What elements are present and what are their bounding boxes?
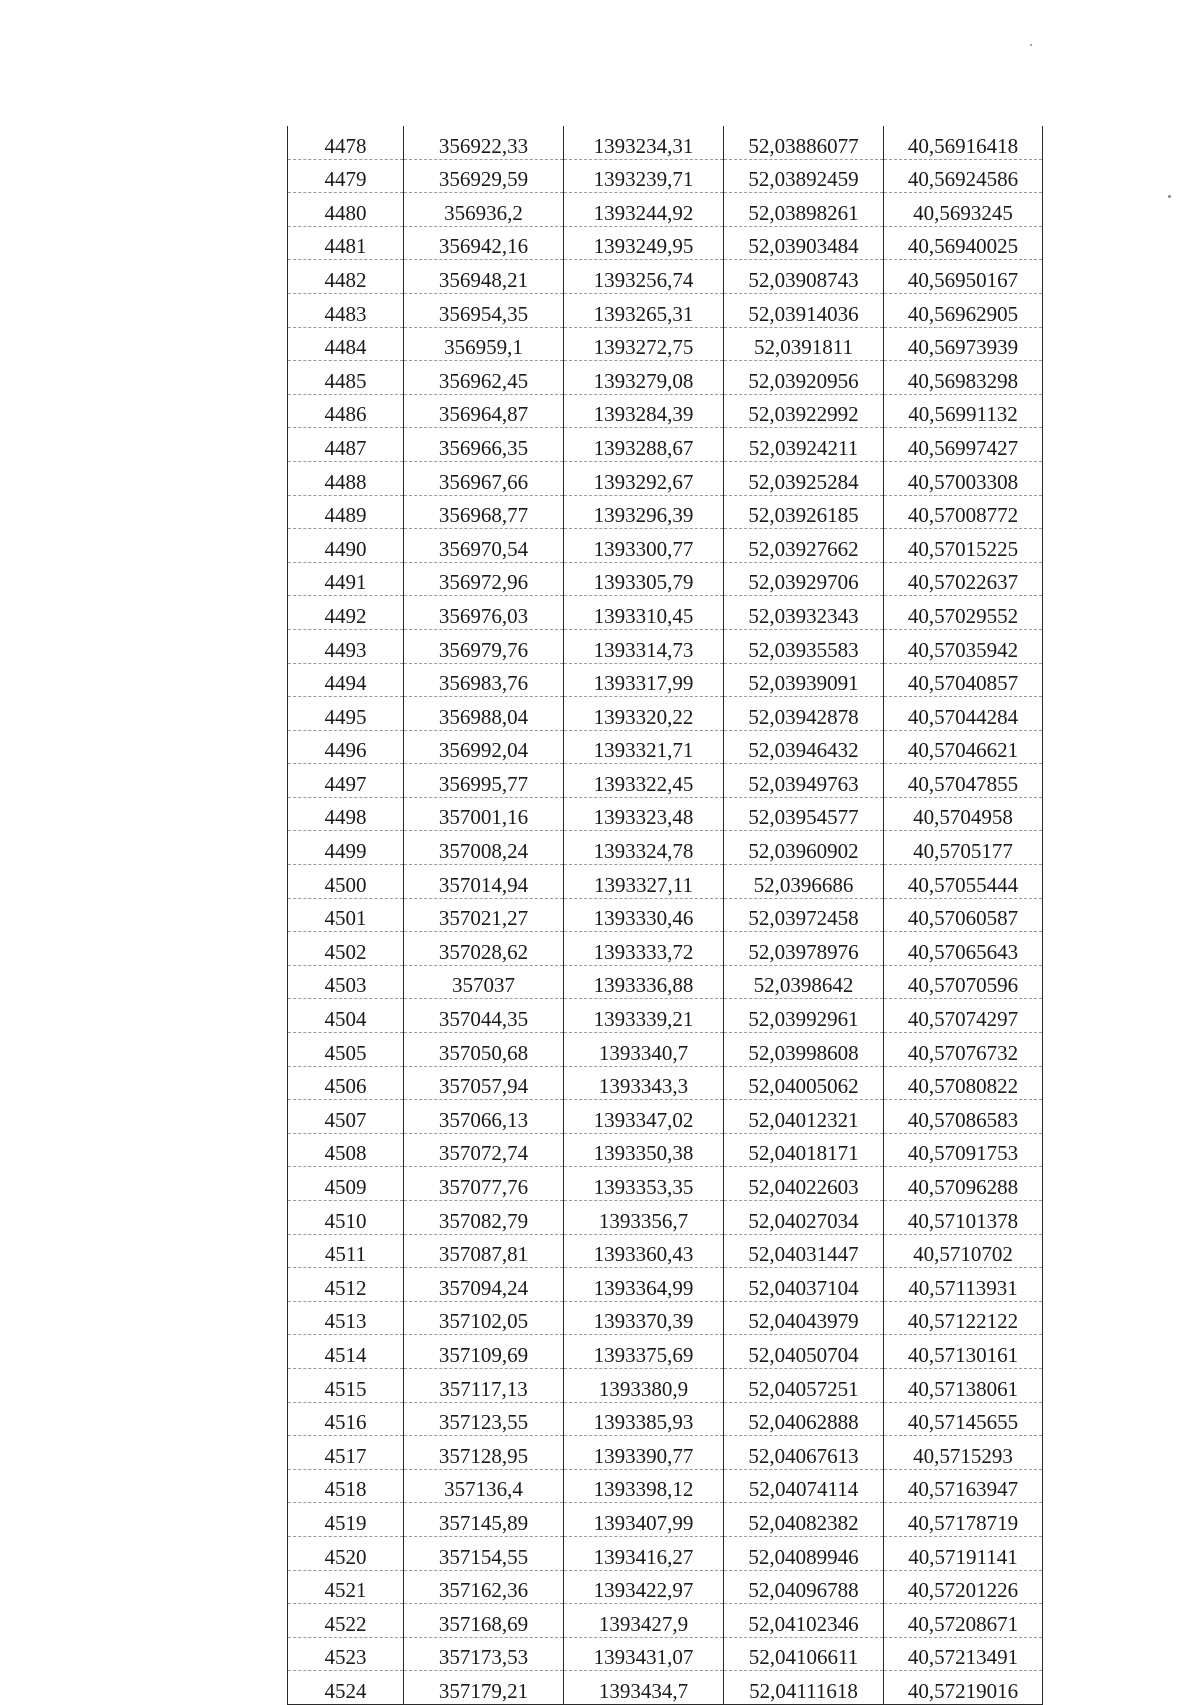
longitude-cell: 40,57191141	[884, 1536, 1043, 1570]
longitude-cell: 40,57047855	[884, 764, 1043, 798]
latitude-cell: 52,04037104	[724, 1268, 884, 1302]
longitude-cell: 40,57008772	[884, 495, 1043, 529]
longitude-cell: 40,56916418	[884, 126, 1043, 159]
point-number-cell: 4509	[288, 1167, 404, 1201]
latitude-cell: 52,03942878	[724, 697, 884, 731]
point-number-cell: 4502	[288, 932, 404, 966]
y-coordinate-cell: 1393427,9	[564, 1604, 724, 1638]
table-row	[288, 965, 1043, 999]
latitude-cell: 52,03978976	[724, 932, 884, 966]
y-coordinate-cell: 1393284,39	[564, 394, 724, 428]
table-row	[288, 1436, 1043, 1470]
y-coordinate-cell: 1393416,27	[564, 1536, 724, 1570]
table-row	[288, 461, 1043, 495]
y-coordinate-cell: 1393272,75	[564, 327, 724, 361]
latitude-cell: 52,04050704	[724, 1335, 884, 1369]
table-row	[288, 1469, 1043, 1503]
table-row	[288, 797, 1043, 831]
point-number-cell: 4516	[288, 1402, 404, 1436]
longitude-cell: 40,57213491	[884, 1637, 1043, 1671]
latitude-cell: 52,03886077	[724, 126, 884, 159]
longitude-cell: 40,5715293	[884, 1436, 1043, 1470]
x-coordinate-cell: 356966,35	[404, 428, 564, 462]
longitude-cell: 40,57096288	[884, 1167, 1043, 1201]
y-coordinate-cell: 1393330,46	[564, 898, 724, 932]
x-coordinate-cell: 357179,21	[404, 1671, 564, 1705]
longitude-cell: 40,57113931	[884, 1268, 1043, 1302]
longitude-cell: 40,57130161	[884, 1335, 1043, 1369]
longitude-cell: 40,56940025	[884, 226, 1043, 260]
y-coordinate-cell: 1393356,7	[564, 1201, 724, 1235]
table-row	[288, 898, 1043, 932]
x-coordinate-cell: 357154,55	[404, 1536, 564, 1570]
latitude-cell: 52,03920956	[724, 361, 884, 395]
x-coordinate-cell: 357168,69	[404, 1604, 564, 1638]
x-coordinate-cell: 357162,36	[404, 1570, 564, 1604]
x-coordinate-cell: 357094,24	[404, 1268, 564, 1302]
latitude-cell: 52,03949763	[724, 764, 884, 798]
point-number-cell: 4490	[288, 529, 404, 563]
table-row	[288, 1570, 1043, 1604]
table-row	[288, 730, 1043, 764]
longitude-cell: 40,5705177	[884, 831, 1043, 865]
point-number-cell: 4510	[288, 1201, 404, 1235]
y-coordinate-cell: 1393398,12	[564, 1469, 724, 1503]
latitude-cell: 52,03998608	[724, 1033, 884, 1067]
longitude-cell: 40,57122122	[884, 1301, 1043, 1335]
y-coordinate-cell: 1393249,95	[564, 226, 724, 260]
x-coordinate-cell: 357008,24	[404, 831, 564, 865]
x-coordinate-cell: 357145,89	[404, 1503, 564, 1537]
y-coordinate-cell: 1393322,45	[564, 764, 724, 798]
x-coordinate-cell: 357037	[404, 965, 564, 999]
point-number-cell: 4515	[288, 1368, 404, 1402]
longitude-cell: 40,57046621	[884, 730, 1043, 764]
latitude-cell: 52,03925284	[724, 461, 884, 495]
table-row	[288, 1335, 1043, 1369]
x-coordinate-cell: 356942,16	[404, 226, 564, 260]
latitude-cell: 52,04005062	[724, 1066, 884, 1100]
longitude-cell: 40,57035942	[884, 629, 1043, 663]
x-coordinate-cell: 357102,05	[404, 1301, 564, 1335]
x-coordinate-cell: 356954,35	[404, 293, 564, 327]
point-number-cell: 4497	[288, 764, 404, 798]
x-coordinate-cell: 356979,76	[404, 629, 564, 663]
table-row	[288, 1167, 1043, 1201]
point-number-cell: 4484	[288, 327, 404, 361]
point-number-cell: 4519	[288, 1503, 404, 1537]
x-coordinate-cell: 356970,54	[404, 529, 564, 563]
point-number-cell: 4499	[288, 831, 404, 865]
x-coordinate-cell: 356983,76	[404, 663, 564, 697]
y-coordinate-cell: 1393407,99	[564, 1503, 724, 1537]
y-coordinate-cell: 1393343,3	[564, 1066, 724, 1100]
point-number-cell: 4492	[288, 596, 404, 630]
x-coordinate-cell: 356922,33	[404, 126, 564, 159]
y-coordinate-cell: 1393324,78	[564, 831, 724, 865]
point-number-cell: 4485	[288, 361, 404, 395]
longitude-cell: 40,57145655	[884, 1402, 1043, 1436]
point-number-cell: 4505	[288, 1033, 404, 1067]
y-coordinate-cell: 1393321,71	[564, 730, 724, 764]
scan-speck	[1030, 44, 1032, 46]
y-coordinate-cell: 1393364,99	[564, 1268, 724, 1302]
y-coordinate-cell: 1393288,67	[564, 428, 724, 462]
latitude-cell: 52,04022603	[724, 1167, 884, 1201]
longitude-cell: 40,57101378	[884, 1201, 1043, 1235]
longitude-cell: 40,57040857	[884, 663, 1043, 697]
x-coordinate-cell: 356976,03	[404, 596, 564, 630]
x-coordinate-cell: 357001,16	[404, 797, 564, 831]
table-row	[288, 428, 1043, 462]
longitude-cell: 40,57178719	[884, 1503, 1043, 1537]
latitude-cell: 52,04096788	[724, 1570, 884, 1604]
y-coordinate-cell: 1393434,7	[564, 1671, 724, 1705]
table-row	[288, 999, 1043, 1033]
longitude-cell: 40,57055444	[884, 865, 1043, 899]
point-number-cell: 4478	[288, 126, 404, 159]
y-coordinate-cell: 1393320,22	[564, 697, 724, 731]
latitude-cell: 52,0398642	[724, 965, 884, 999]
latitude-cell: 52,03929706	[724, 562, 884, 596]
y-coordinate-cell: 1393360,43	[564, 1234, 724, 1268]
longitude-cell: 40,57208671	[884, 1604, 1043, 1638]
latitude-cell: 52,03903484	[724, 226, 884, 260]
point-number-cell: 4495	[288, 697, 404, 731]
point-number-cell: 4500	[288, 865, 404, 899]
table-row	[288, 932, 1043, 966]
point-number-cell: 4513	[288, 1301, 404, 1335]
point-number-cell: 4507	[288, 1100, 404, 1134]
y-coordinate-cell: 1393323,48	[564, 797, 724, 831]
y-coordinate-cell: 1393279,08	[564, 361, 724, 395]
x-coordinate-cell: 356968,77	[404, 495, 564, 529]
point-number-cell: 4523	[288, 1637, 404, 1671]
table-row	[288, 1503, 1043, 1537]
longitude-cell: 40,57138061	[884, 1368, 1043, 1402]
latitude-cell: 52,04031447	[724, 1234, 884, 1268]
x-coordinate-cell: 357117,13	[404, 1368, 564, 1402]
y-coordinate-cell: 1393327,11	[564, 865, 724, 899]
x-coordinate-cell: 357136,4	[404, 1469, 564, 1503]
y-coordinate-cell: 1393431,07	[564, 1637, 724, 1671]
table-row	[288, 226, 1043, 260]
latitude-cell: 52,03922992	[724, 394, 884, 428]
x-coordinate-cell: 357128,95	[404, 1436, 564, 1470]
point-number-cell: 4524	[288, 1671, 404, 1705]
table-row	[288, 764, 1043, 798]
longitude-cell: 40,57070596	[884, 965, 1043, 999]
table-row	[288, 394, 1043, 428]
x-coordinate-cell: 356967,66	[404, 461, 564, 495]
y-coordinate-cell: 1393370,39	[564, 1301, 724, 1335]
y-coordinate-cell: 1393234,31	[564, 126, 724, 159]
x-coordinate-cell: 356995,77	[404, 764, 564, 798]
x-coordinate-cell: 357057,94	[404, 1066, 564, 1100]
latitude-cell: 52,04027034	[724, 1201, 884, 1235]
latitude-cell: 52,0391811	[724, 327, 884, 361]
y-coordinate-cell: 1393333,72	[564, 932, 724, 966]
table-row	[288, 1133, 1043, 1167]
longitude-cell: 40,56950167	[884, 260, 1043, 294]
point-number-cell: 4489	[288, 495, 404, 529]
y-coordinate-cell: 1393375,69	[564, 1335, 724, 1369]
latitude-cell: 52,03892459	[724, 159, 884, 193]
x-coordinate-cell: 357014,94	[404, 865, 564, 899]
y-coordinate-cell: 1393244,92	[564, 193, 724, 227]
table-row	[288, 529, 1043, 563]
point-number-cell: 4501	[288, 898, 404, 932]
point-number-cell: 4512	[288, 1268, 404, 1302]
longitude-cell: 40,57015225	[884, 529, 1043, 563]
latitude-cell: 52,03926185	[724, 495, 884, 529]
point-number-cell: 4486	[288, 394, 404, 428]
latitude-cell: 52,03935583	[724, 629, 884, 663]
longitude-cell: 40,5704958	[884, 797, 1043, 831]
x-coordinate-cell: 357072,74	[404, 1133, 564, 1167]
point-number-cell: 4504	[288, 999, 404, 1033]
latitude-cell: 52,03960902	[724, 831, 884, 865]
y-coordinate-cell: 1393256,74	[564, 260, 724, 294]
point-number-cell: 4511	[288, 1234, 404, 1268]
table-row	[288, 1201, 1043, 1235]
x-coordinate-cell: 356948,21	[404, 260, 564, 294]
table-row	[288, 1671, 1043, 1705]
longitude-cell: 40,57219016	[884, 1671, 1043, 1705]
point-number-cell: 4482	[288, 260, 404, 294]
y-coordinate-cell: 1393314,73	[564, 629, 724, 663]
table-row	[288, 596, 1043, 630]
x-coordinate-cell: 357066,13	[404, 1100, 564, 1134]
x-coordinate-cell: 357082,79	[404, 1201, 564, 1235]
latitude-cell: 52,03946432	[724, 730, 884, 764]
x-coordinate-cell: 356964,87	[404, 394, 564, 428]
table-row	[288, 1033, 1043, 1067]
scan-speck	[1168, 195, 1171, 198]
point-number-cell: 4521	[288, 1570, 404, 1604]
x-coordinate-cell: 356988,04	[404, 697, 564, 731]
y-coordinate-cell: 1393422,97	[564, 1570, 724, 1604]
point-number-cell: 4498	[288, 797, 404, 831]
latitude-cell: 52,04089946	[724, 1536, 884, 1570]
y-coordinate-cell: 1393336,88	[564, 965, 724, 999]
latitude-cell: 52,03908743	[724, 260, 884, 294]
longitude-cell: 40,5710702	[884, 1234, 1043, 1268]
point-number-cell: 4487	[288, 428, 404, 462]
table-row	[288, 1637, 1043, 1671]
latitude-cell: 52,04106611	[724, 1637, 884, 1671]
table-row	[288, 562, 1043, 596]
y-coordinate-cell: 1393292,67	[564, 461, 724, 495]
x-coordinate-cell: 357077,76	[404, 1167, 564, 1201]
x-coordinate-cell: 356972,96	[404, 562, 564, 596]
table-row	[288, 1368, 1043, 1402]
latitude-cell: 52,04111618	[724, 1671, 884, 1705]
latitude-cell: 52,04102346	[724, 1604, 884, 1638]
latitude-cell: 52,04043979	[724, 1301, 884, 1335]
y-coordinate-cell: 1393347,02	[564, 1100, 724, 1134]
point-number-cell: 4483	[288, 293, 404, 327]
table-row	[288, 495, 1043, 529]
point-number-cell: 4522	[288, 1604, 404, 1638]
y-coordinate-cell: 1393339,21	[564, 999, 724, 1033]
y-coordinate-cell: 1393380,9	[564, 1368, 724, 1402]
x-coordinate-cell: 357173,53	[404, 1637, 564, 1671]
latitude-cell: 52,03954577	[724, 797, 884, 831]
table-row	[288, 293, 1043, 327]
longitude-cell: 40,57074297	[884, 999, 1043, 1033]
coordinates-table	[287, 126, 1043, 1705]
table-row	[288, 629, 1043, 663]
table-row	[288, 1604, 1043, 1638]
point-number-cell: 4491	[288, 562, 404, 596]
longitude-cell: 40,56962905	[884, 293, 1043, 327]
point-number-cell: 4503	[288, 965, 404, 999]
table-row	[288, 1100, 1043, 1134]
x-coordinate-cell: 357028,62	[404, 932, 564, 966]
point-number-cell: 4481	[288, 226, 404, 260]
latitude-cell: 52,03939091	[724, 663, 884, 697]
latitude-cell: 52,03927662	[724, 529, 884, 563]
longitude-cell: 40,57029552	[884, 596, 1043, 630]
table-row	[288, 663, 1043, 697]
coordinates-table-body	[288, 126, 1043, 1704]
x-coordinate-cell: 357087,81	[404, 1234, 564, 1268]
y-coordinate-cell: 1393310,45	[564, 596, 724, 630]
y-coordinate-cell: 1393265,31	[564, 293, 724, 327]
y-coordinate-cell: 1393350,38	[564, 1133, 724, 1167]
table-row	[288, 193, 1043, 227]
longitude-cell: 40,57022637	[884, 562, 1043, 596]
latitude-cell: 52,03898261	[724, 193, 884, 227]
x-coordinate-cell: 357050,68	[404, 1033, 564, 1067]
x-coordinate-cell: 357109,69	[404, 1335, 564, 1369]
latitude-cell: 52,03992961	[724, 999, 884, 1033]
table-row	[288, 159, 1043, 193]
x-coordinate-cell: 357123,55	[404, 1402, 564, 1436]
longitude-cell: 40,5693245	[884, 193, 1043, 227]
longitude-cell: 40,57076732	[884, 1033, 1043, 1067]
latitude-cell: 52,04074114	[724, 1469, 884, 1503]
point-number-cell: 4508	[288, 1133, 404, 1167]
x-coordinate-cell: 356929,59	[404, 159, 564, 193]
latitude-cell: 52,04062888	[724, 1402, 884, 1436]
point-number-cell: 4517	[288, 1436, 404, 1470]
longitude-cell: 40,56983298	[884, 361, 1043, 395]
longitude-cell: 40,57086583	[884, 1100, 1043, 1134]
table-row	[288, 865, 1043, 899]
longitude-cell: 40,56924586	[884, 159, 1043, 193]
latitude-cell: 52,03924211	[724, 428, 884, 462]
longitude-cell: 40,57044284	[884, 697, 1043, 731]
longitude-cell: 40,56973939	[884, 327, 1043, 361]
point-number-cell: 4480	[288, 193, 404, 227]
y-coordinate-cell: 1393340,7	[564, 1033, 724, 1067]
longitude-cell: 40,57080822	[884, 1066, 1043, 1100]
point-number-cell: 4518	[288, 1469, 404, 1503]
latitude-cell: 52,04067613	[724, 1436, 884, 1470]
y-coordinate-cell: 1393317,99	[564, 663, 724, 697]
y-coordinate-cell: 1393239,71	[564, 159, 724, 193]
table-row	[288, 260, 1043, 294]
table-row	[288, 1536, 1043, 1570]
x-coordinate-cell: 356992,04	[404, 730, 564, 764]
point-number-cell: 4496	[288, 730, 404, 764]
x-coordinate-cell: 356962,45	[404, 361, 564, 395]
longitude-cell: 40,57003308	[884, 461, 1043, 495]
table-row	[288, 1066, 1043, 1100]
point-number-cell: 4488	[288, 461, 404, 495]
y-coordinate-cell: 1393385,93	[564, 1402, 724, 1436]
longitude-cell: 40,57091753	[884, 1133, 1043, 1167]
longitude-cell: 40,56997427	[884, 428, 1043, 462]
longitude-cell: 40,57163947	[884, 1469, 1043, 1503]
table-row	[288, 1402, 1043, 1436]
table-row	[288, 126, 1043, 159]
longitude-cell: 40,57201226	[884, 1570, 1043, 1604]
latitude-cell: 52,04018171	[724, 1133, 884, 1167]
y-coordinate-cell: 1393305,79	[564, 562, 724, 596]
table-row	[288, 697, 1043, 731]
y-coordinate-cell: 1393390,77	[564, 1436, 724, 1470]
point-number-cell: 4506	[288, 1066, 404, 1100]
longitude-cell: 40,57065643	[884, 932, 1043, 966]
longitude-cell: 40,56991132	[884, 394, 1043, 428]
latitude-cell: 52,03932343	[724, 596, 884, 630]
point-number-cell: 4520	[288, 1536, 404, 1570]
latitude-cell: 52,03972458	[724, 898, 884, 932]
y-coordinate-cell: 1393296,39	[564, 495, 724, 529]
point-number-cell: 4493	[288, 629, 404, 663]
table-row	[288, 831, 1043, 865]
table-row	[288, 327, 1043, 361]
point-number-cell: 4514	[288, 1335, 404, 1369]
point-number-cell: 4494	[288, 663, 404, 697]
x-coordinate-cell: 356959,1	[404, 327, 564, 361]
x-coordinate-cell: 357021,27	[404, 898, 564, 932]
latitude-cell: 52,04082382	[724, 1503, 884, 1537]
latitude-cell: 52,03914036	[724, 293, 884, 327]
longitude-cell: 40,57060587	[884, 898, 1043, 932]
table-row	[288, 361, 1043, 395]
point-number-cell: 4479	[288, 159, 404, 193]
table-row	[288, 1234, 1043, 1268]
table-row	[288, 1268, 1043, 1302]
y-coordinate-cell: 1393353,35	[564, 1167, 724, 1201]
latitude-cell: 52,04057251	[724, 1368, 884, 1402]
x-coordinate-cell: 357044,35	[404, 999, 564, 1033]
x-coordinate-cell: 356936,2	[404, 193, 564, 227]
latitude-cell: 52,04012321	[724, 1100, 884, 1134]
latitude-cell: 52,0396686	[724, 865, 884, 899]
y-coordinate-cell: 1393300,77	[564, 529, 724, 563]
table-row	[288, 1301, 1043, 1335]
